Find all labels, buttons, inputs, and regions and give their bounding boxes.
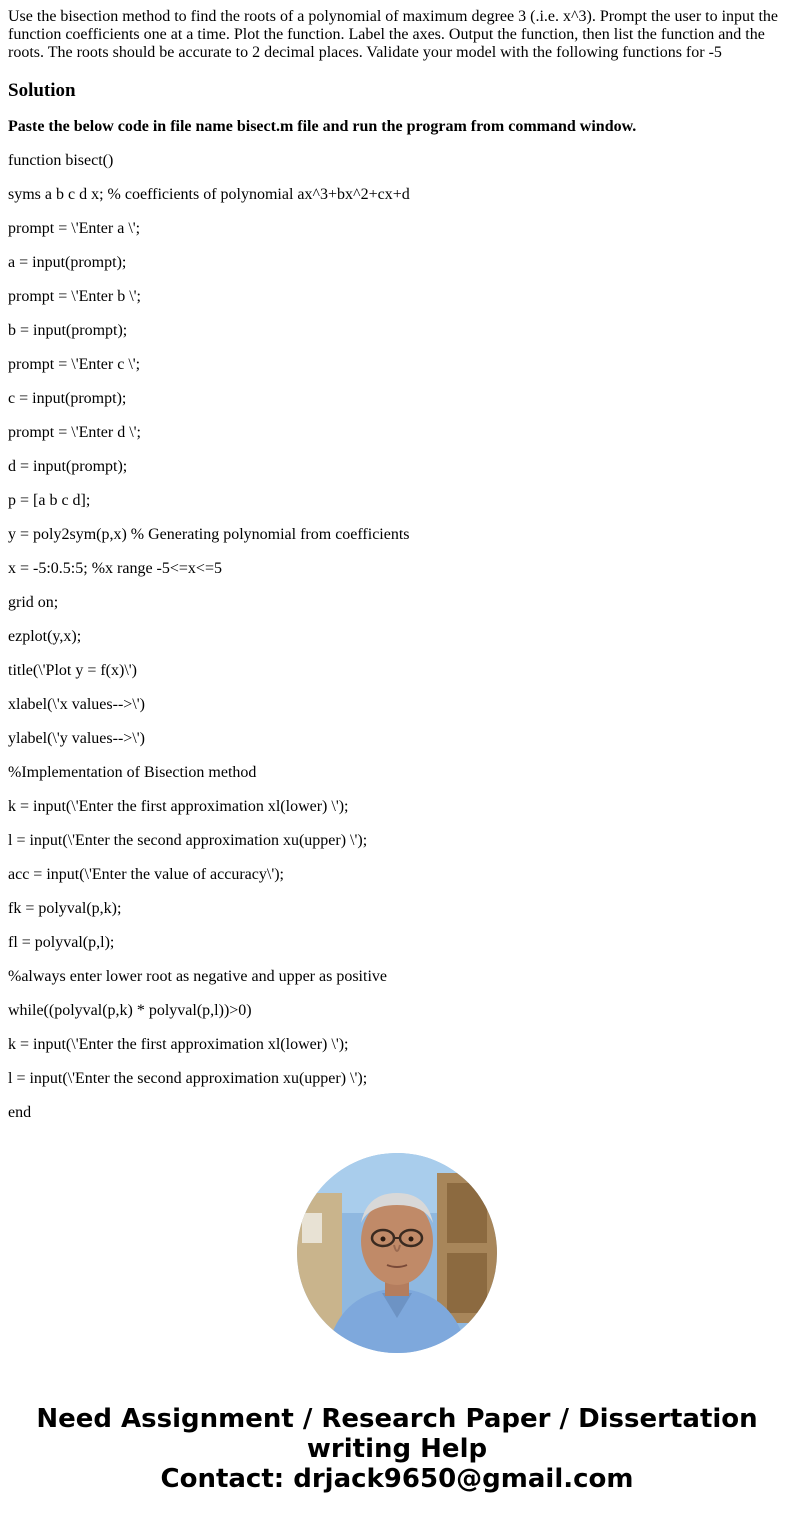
footer-line-1: Need Assignment / Research Paper / Dissertation bbox=[36, 1404, 758, 1434]
code-line: k = input(\'Enter the first approximation xl(lower) \'); bbox=[8, 798, 349, 815]
code-line: b = input(prompt); bbox=[8, 322, 128, 339]
code-line: ylabel(\'y values-->\') bbox=[8, 730, 145, 747]
author-photo bbox=[297, 1153, 497, 1353]
code-line: %Implementation of Bisection method bbox=[8, 764, 257, 781]
question-text: Use the bisection method to find the roots of a polynomial of maximum degree 3 (.i.e. x^3). Prompt the user to input the function coefficients one at a time. Plot the function. Label the axes. Output the function, then list the function and the roots. The roots should be accurate to 2 decimal places. Validate your model with the following functions for -5 bbox=[8, 8, 779, 61]
code-line: xlabel(\'x values-->\') bbox=[8, 696, 145, 713]
code-line: p = [a b c d]; bbox=[8, 492, 91, 509]
code-line: %always enter lower root as negative and upper as positive bbox=[8, 968, 387, 985]
solution-heading: Solution bbox=[8, 80, 76, 101]
code-line: while((polyval(p,k) * polyval(p,l))>0) bbox=[8, 1002, 252, 1019]
code-line: k = input(\'Enter the first approximation xl(lower) \'); bbox=[8, 1036, 349, 1053]
code-line: grid on; bbox=[8, 594, 59, 611]
code-line: title(\'Plot y = f(x)\') bbox=[8, 662, 137, 679]
code-line: syms a b c d x; % coefficients of polynomial ax^3+bx^2+cx+d bbox=[8, 186, 410, 203]
code-line: x = -5:0.5:5; %x range -5<=x<=5 bbox=[8, 560, 222, 577]
code-line: prompt = \'Enter a \'; bbox=[8, 220, 141, 237]
instruction-text: Paste the below code in file name bisect.m file and run the program from command window. bbox=[8, 118, 637, 135]
code-line: l = input(\'Enter the second approximation xu(upper) \'); bbox=[8, 832, 368, 849]
code-line: d = input(prompt); bbox=[8, 458, 128, 475]
code-line: fk = polyval(p,k); bbox=[8, 900, 122, 917]
code-line: y = poly2sym(p,x) % Generating polynomial from coefficients bbox=[8, 526, 410, 543]
code-line: end bbox=[8, 1104, 32, 1121]
footer-contact: Contact: drjack9650@gmail.com bbox=[160, 1464, 634, 1494]
code-line: function bisect() bbox=[8, 152, 114, 169]
code-line: prompt = \'Enter c \'; bbox=[8, 356, 141, 373]
portrait-image bbox=[297, 1153, 497, 1353]
code-line: ezplot(y,x); bbox=[8, 628, 82, 645]
code-line: acc = input(\'Enter the value of accuracy\'); bbox=[8, 866, 284, 883]
code-listing bbox=[8, 152, 786, 1122]
code-line: prompt = \'Enter d \'; bbox=[8, 424, 141, 441]
footer-line-2: writing Help bbox=[306, 1434, 488, 1464]
code-line: a = input(prompt); bbox=[8, 254, 127, 271]
code-line: l = input(\'Enter the second approximation xu(upper) \'); bbox=[8, 1070, 368, 1087]
code-line: prompt = \'Enter b \'; bbox=[8, 288, 141, 305]
code-line: c = input(prompt); bbox=[8, 390, 127, 407]
code-line: fl = polyval(p,l); bbox=[8, 934, 115, 951]
footer-banner bbox=[0, 1404, 794, 1494]
